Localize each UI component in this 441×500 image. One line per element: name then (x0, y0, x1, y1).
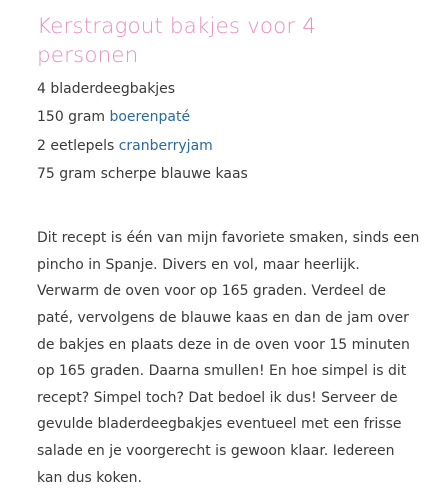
ingredient-item (37, 160, 437, 188)
description-line: recept? Simpel toch? Dat bedoel ik dus! Serveer de (37, 389, 398, 406)
recipe-title (37, 12, 437, 70)
recipe-title-line-2: personen (37, 43, 139, 68)
ingredient-text: 4 bladerdeegbakjes (37, 81, 176, 97)
description-line: gevulde bladerdeegbakjes eventueel met een frisse (37, 416, 402, 433)
description-line: op 165 graden. Daarna smullen! En hoe simpel is dit (37, 363, 407, 380)
description-line: salade en je voorgerecht is gewoon klaar. Iedereen (37, 442, 395, 459)
description-line: pincho in Spanje. Divers en vol, maar heerlijk. (37, 256, 360, 273)
ingredient-link-cranberryjam[interactable]: cranberryjam (118, 137, 213, 154)
description-line: paté, vervolgens de blauwe kaas en dan de jam over (37, 309, 409, 326)
ingredient-item (37, 132, 437, 160)
description-line: de bakjes en plaats deze in de oven voor 15 minuten (37, 336, 410, 353)
recipe-title-line-1: Kerstragout bakjes voor 4 (37, 14, 317, 39)
ingredient-item (37, 75, 437, 103)
ingredient-text: 75 gram scherpe blauwe kaas (37, 165, 248, 182)
ingredient-item (37, 103, 437, 131)
description-line: kan dus koken. (37, 469, 142, 486)
recipe-content (37, 12, 437, 491)
ingredient-list (37, 75, 437, 188)
ingredient-text: 150 gram (37, 109, 110, 126)
description-line: Dit recept is één van mijn favoriete smaken, sinds een (37, 230, 420, 247)
recipe-description (37, 225, 435, 491)
ingredient-link-boerenpate[interactable]: boerenpaté (109, 109, 191, 126)
ingredient-text: 2 eetlepels (37, 137, 119, 154)
description-line: Verwarm de oven voor op 165 graden. Verdeel de (37, 283, 386, 300)
